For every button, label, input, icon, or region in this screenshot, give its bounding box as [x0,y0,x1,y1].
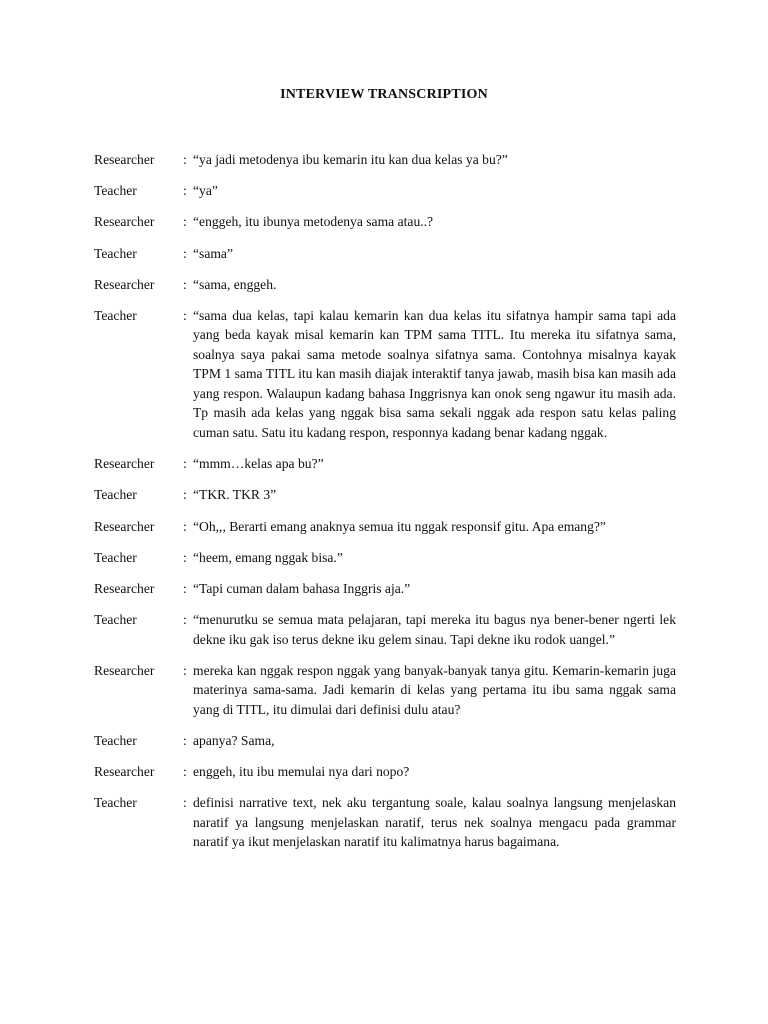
utterance-text: “sama, enggeh. [193,276,277,292]
separator-colon: : [183,276,187,292]
separator-colon: : [183,152,187,167]
utterance-text: “TKR. TKR 3” [193,487,277,503]
speaker-label: Researcher [94,764,155,780]
speaker-label: Researcher [94,662,155,678]
transcript-row [94,150,676,170]
transcript-row [94,579,676,599]
speaker-label: Teacher [94,549,137,565]
transcript-row [94,793,676,852]
separator-colon: : [183,518,187,534]
separator-colon: : [183,456,187,472]
transcript-row [94,454,676,474]
separator-colon: : [183,764,187,780]
transcript-row [94,306,676,443]
speaker-label: Researcher [94,580,155,596]
speaker-label: Teacher [94,307,137,323]
transcript-row [94,517,676,537]
separator-colon: : [183,795,187,811]
utterance-text: definisi narrative text, nek aku tergantung soale, kalau soalnya langsung menjelaskan naratif ya langsung menjelaskan naratif, terus nek soalnya mengacu pada grammar naratif ya ikut menjelaskan naratif itu kalimatnya harus bagaimana. [193,795,676,850]
transcript-row [94,610,676,649]
separator-colon: : [183,732,187,748]
transcript-body [94,150,676,864]
transcript-row [94,731,676,751]
utterance-text: apanya? Sama, [193,732,275,748]
speaker-label: Researcher [94,276,155,292]
separator-colon: : [183,183,187,199]
separator-colon: : [183,245,187,261]
speaker-label: Researcher [94,518,155,534]
transcript-row [94,244,676,264]
document-title: INTERVIEW TRANSCRIPTION [280,87,488,102]
transcript-row [94,485,676,505]
utterance-text: “mmm…kelas apa bu?” [193,456,324,472]
transcript-row [94,661,676,720]
separator-colon: : [183,214,187,230]
utterance-text: “Oh,,, Berarti emang anaknya semua itu nggak responsif gitu. Apa emang?” [193,518,606,534]
utterance-text: “sama dua kelas, tapi kalau kemarin kan dua kelas itu sifatnya hampir sama tapi ada yang beda kayak misal kemarin kan TPM sama TITL. Itu mereka itu sifatnya sama, soalnya saya pakai sama metode soalnya sifatnya sama. Contohnya misalnya kayak TPM 1 sama TITL itu kan masih diajak interaktif tanya jawab, masih bisa kan masih ada yang respon. Walaupun kadang bahasa Inggrisnya kan onok seng ngawur itu masih ada. Tp masih ada kelas yang nggak bisa sama sekali nggak ada respon satu kelas paling cuman satu. Satu itu kadang respon, responnya kadang benar kadang nggak. [193,307,676,440]
transcript-row [94,212,676,232]
utterance-text: “sama” [193,245,233,261]
speaker-label: Teacher [94,795,137,811]
separator-colon: : [183,307,187,323]
transcript-row [94,548,676,568]
utterance-text: “ya” [193,183,218,199]
speaker-label: Teacher [94,612,137,628]
speaker-label: Researcher [94,214,155,230]
utterance-text: “heem, emang nggak bisa.” [193,549,343,565]
speaker-label: Teacher [94,732,137,748]
speaker-label: Teacher [94,245,137,261]
utterance-text: “enggeh, itu ibunya metodenya sama atau..? [193,214,434,230]
separator-colon: : [183,662,187,678]
utterance-text: enggeh, itu ibu memulai nya dari nopo? [193,764,410,780]
transcript-row [94,181,676,201]
transcript-row [94,275,676,295]
speaker-label: Researcher [94,456,155,472]
speaker-label: Teacher [94,183,137,199]
separator-colon: : [183,612,187,628]
speaker-label: Researcher [94,152,155,167]
utterance-text: “Tapi cuman dalam bahasa Inggris aja.” [193,580,411,596]
separator-colon: : [183,487,187,503]
separator-colon: : [183,580,187,596]
utterance-text: mereka kan nggak respon nggak yang banyak-banyak tanya gitu. Kemarin-kemarin juga materinya sama-sama. Jadi kemarin di kelas yang pertama itu ibu sama nggak sama yang di TITL, itu dimulai dari definisi dulu atau? [193,662,676,717]
utterance-text: “menurutku se semua mata pelajaran, tapi mereka itu bagus nya bener-bener ngerti lek dekne iku gak iso terus dekne iku gelem sinau. Tapi dekne iku rodok uangel.” [193,612,676,647]
separator-colon: : [183,549,187,565]
speaker-label: Teacher [94,487,137,503]
transcript-row [94,762,676,782]
utterance-text: “ya jadi metodenya ibu kemarin itu kan dua kelas ya bu?” [193,152,508,167]
